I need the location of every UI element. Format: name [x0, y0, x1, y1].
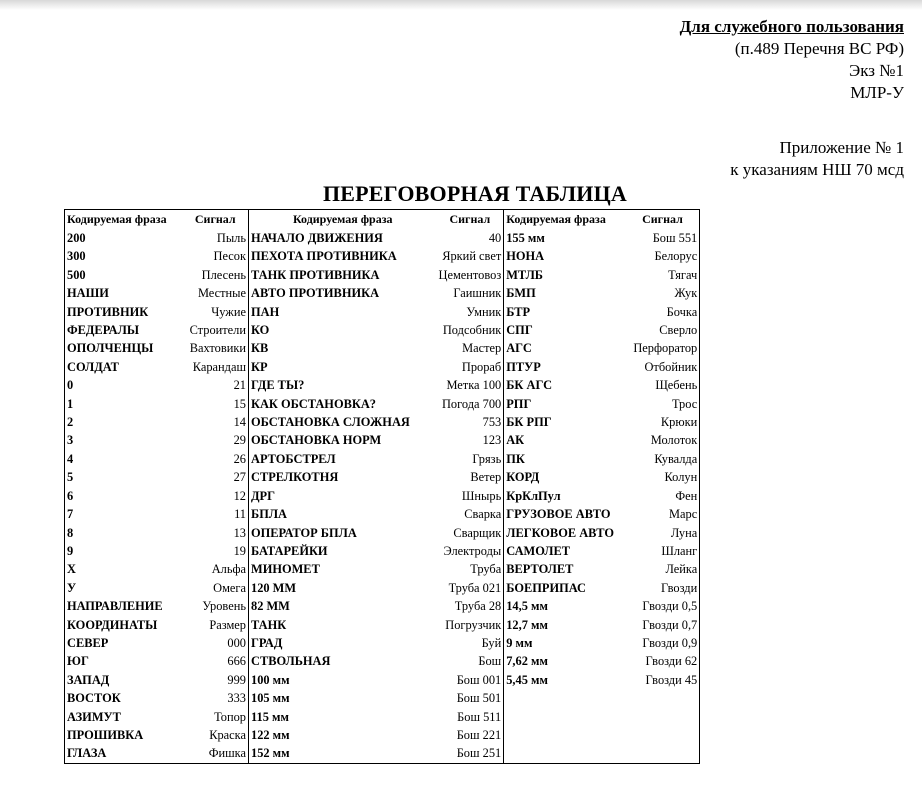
signal-cell: Белорус	[654, 249, 698, 264]
coded-phrase-cell: МТЛБ	[504, 266, 626, 284]
coded-phrase-cell: Х	[67, 562, 76, 577]
coded-phrase-cell: 152 мм	[249, 744, 437, 763]
signal-cell: Размер	[209, 617, 246, 632]
coded-phrase-cell: КВ	[249, 339, 437, 357]
signal-cell: Труба 021	[448, 580, 502, 595]
coded-phrase-cell: СТВОЛЬНАЯ	[249, 652, 437, 670]
signal-cell: Краска	[209, 727, 246, 742]
coded-phrase-cell	[504, 708, 626, 726]
table-row	[65, 431, 700, 449]
signal-cell: Местные	[197, 286, 246, 301]
signal-cell: 11	[234, 507, 246, 522]
signal-cell: Строители	[189, 323, 246, 338]
signal-cell: Уровень	[202, 599, 246, 614]
signal-cell: Яркий свет	[442, 249, 502, 264]
signal-cell: 19	[233, 543, 246, 558]
table-row	[65, 358, 700, 376]
signal-cell: Тягач	[668, 267, 698, 282]
signal-cell: Песок	[213, 249, 246, 264]
coded-phrase-cell: 12,7 мм	[504, 616, 626, 634]
signal-cell: 29	[233, 433, 246, 448]
signal-cell	[626, 744, 700, 763]
signal-cell: Пыль	[216, 231, 246, 245]
coded-phrase-cell: 7	[67, 507, 74, 522]
classification-basis: (п.489 Перечня ВС РФ)	[734, 39, 904, 58]
table-header-row	[65, 210, 700, 230]
signal-cell: Колун	[664, 470, 698, 485]
coded-phrase-cell: 4	[67, 451, 74, 466]
coded-phrase-cell: ГРУЗОВОЕ АВТО	[504, 505, 626, 523]
signal-cell: Лейка	[665, 562, 698, 577]
coded-phrase-cell: 2	[67, 415, 74, 430]
signal-cell: Марс	[669, 507, 698, 522]
signal-cell: Труба 28	[454, 599, 502, 614]
signal-cell: Топор	[214, 709, 246, 724]
column-header-phrase: Кодируемая фраза	[249, 210, 437, 230]
table-row	[65, 413, 700, 431]
signal-cell: Вахтовики	[189, 341, 246, 356]
signal-cell: Гвозди 0,9	[642, 635, 698, 650]
column-header-signal: Сигнал	[449, 212, 491, 226]
page-title: ПЕРЕГОВОРНАЯ ТАБЛИЦА	[322, 181, 628, 206]
signal-cell: Бочка	[666, 304, 698, 319]
signal-cell: Гаишник	[453, 286, 502, 301]
coded-phrase-cell	[504, 689, 626, 707]
coded-phrase-cell: 200	[67, 231, 86, 245]
coded-phrase-cell: 300	[67, 249, 86, 264]
coded-phrase-cell: НАШИ	[67, 286, 109, 301]
signal-cell: Бош 221	[456, 727, 502, 742]
table-row	[65, 579, 700, 597]
signal-cell: Бош 511	[457, 709, 502, 724]
column-header-signal: Сигнал	[642, 212, 683, 226]
signal-cell: Труба	[470, 562, 502, 577]
coded-phrase-cell: БТР	[504, 303, 626, 321]
table-row	[65, 284, 700, 302]
table-row	[65, 542, 700, 560]
coded-phrase-cell: 8	[67, 525, 74, 540]
table-row	[65, 744, 700, 763]
table-row	[65, 616, 700, 634]
signal-cell: 333	[227, 691, 246, 706]
coded-phrase-cell: ПАН	[249, 303, 437, 321]
signal-cell: Бош 551	[652, 231, 698, 245]
document-code: МЛР-У	[850, 83, 904, 102]
coded-phrase-cell: ВЕРТОЛЕТ	[504, 560, 626, 578]
signal-cell: Щебень	[655, 378, 698, 393]
signal-cell: 753	[482, 415, 502, 430]
coded-phrase-cell: АРТОБСТРЕЛ	[249, 450, 437, 468]
signal-cell: 40	[488, 231, 502, 245]
signal-cell: 12	[233, 488, 246, 503]
coded-phrase-cell: ГЛАЗА	[67, 746, 107, 761]
signal-cell: 15	[233, 396, 246, 411]
coded-phrase-cell: БМП	[504, 284, 626, 302]
signal-cell: Крюки	[660, 415, 698, 430]
table-row	[65, 689, 700, 707]
signal-cell: Луна	[670, 525, 698, 540]
table-row	[65, 560, 700, 578]
coded-phrase-cell: ЛЕГКОВОЕ АВТО	[504, 524, 626, 542]
signal-cell: Бош 251	[456, 746, 502, 761]
signal-cell: 13	[233, 525, 246, 540]
signal-cell: Чужие	[211, 304, 246, 319]
signal-cell	[626, 689, 700, 707]
signal-cell: 14	[233, 415, 246, 430]
signal-cell: Жук	[674, 286, 698, 301]
coded-phrase-cell: НОНА	[504, 247, 626, 265]
signal-cell: 21	[233, 378, 246, 393]
coded-phrase-cell: У	[67, 580, 77, 595]
coded-phrase-cell: АГС	[504, 339, 626, 357]
column-header-phrase: Кодируемая фраза	[504, 210, 626, 230]
coded-phrase-cell: ЗАПАД	[67, 672, 110, 687]
coded-phrase-cell: ПТУР	[504, 358, 626, 376]
table-body	[65, 229, 700, 763]
signal-cell: Кувалда	[654, 451, 698, 466]
signal-cell: Бош	[478, 654, 502, 669]
signal-cell: Фен	[675, 488, 698, 503]
coded-phrase-cell: ПРОТИВНИК	[67, 304, 149, 319]
coded-phrase-cell: ТАНК ПРОТИВНИКА	[249, 266, 437, 284]
coded-phrase-cell: АВТО ПРОТИВНИКА	[249, 284, 437, 302]
signal-cell: Буй	[481, 635, 502, 650]
signal-cell: Прораб	[461, 359, 502, 374]
coded-phrase-cell: РПГ	[504, 395, 626, 413]
page-top-shadow	[0, 0, 922, 10]
coded-phrase-cell: ДРГ	[249, 487, 437, 505]
column-header-phrase: Кодируемая фраза	[67, 212, 167, 226]
coded-phrase-cell: 0	[67, 378, 74, 393]
coded-phrase-cell: СЕВЕР	[67, 635, 109, 650]
signal-cell: Трос	[671, 396, 698, 411]
signal-cell: 27	[233, 470, 246, 485]
signal-cell: Бош 001	[456, 672, 502, 687]
signal-cell: Карандаш	[192, 359, 246, 374]
coded-phrase-cell: НАПРАВЛЕНИЕ	[67, 599, 163, 614]
table-row	[65, 247, 700, 265]
coded-phrase-cell: 3	[67, 433, 74, 448]
coded-phrase-cell: 120 ММ	[249, 579, 437, 597]
signal-cell: Фишка	[208, 746, 246, 761]
coded-phrase-cell: 115 мм	[249, 708, 437, 726]
signal-cell: 123	[482, 433, 502, 448]
appendix-note	[730, 137, 904, 181]
coded-phrase-cell: КрКлПул	[504, 487, 626, 505]
signal-cell: Умник	[466, 304, 502, 319]
signal-cell: Сварка	[464, 507, 502, 522]
table-row	[65, 395, 700, 413]
table-row	[65, 229, 700, 247]
coded-phrase-cell: 7,62 мм	[504, 652, 626, 670]
coded-phrase-cell	[504, 744, 626, 763]
coded-phrase-cell: 122 мм	[249, 726, 437, 744]
signal-cell: Сверло	[659, 323, 698, 338]
signal-cell: Гвозди 62	[645, 654, 698, 669]
signal-cell	[626, 708, 700, 726]
coded-phrase-cell: БОЕПРИПАС	[504, 579, 626, 597]
signal-cell: Молоток	[650, 433, 698, 448]
coded-phrase-cell: 100 мм	[249, 671, 437, 689]
table-row	[65, 524, 700, 542]
coded-phrase-cell: 1	[67, 396, 74, 411]
coded-phrase-cell: СПГ	[504, 321, 626, 339]
coded-phrase-cell: КАК ОБСТАНОВКА?	[249, 395, 437, 413]
signal-cell: Альфа	[211, 562, 246, 577]
signal-cell: Ветер	[470, 470, 502, 485]
coded-phrase-cell: 105 мм	[249, 689, 437, 707]
coded-phrase-cell: БАТАРЕЙКИ	[249, 542, 437, 560]
coded-phrase-cell: САМОЛЕТ	[504, 542, 626, 560]
signal-cell: 26	[233, 451, 246, 466]
signal-cell: Мастер	[462, 341, 502, 356]
table-row	[65, 634, 700, 652]
coded-phrase-cell: ПЕХОТА ПРОТИВНИКА	[249, 247, 437, 265]
coded-phrase-cell: ПРОШИВКА	[67, 727, 144, 742]
signal-cell: Омега	[213, 580, 246, 595]
coded-phrase-cell: 155 мм	[504, 229, 626, 247]
signal-cell	[626, 726, 700, 744]
coded-phrase-cell: ГДЕ ТЫ?	[249, 376, 437, 394]
coded-phrase-cell: 14,5 мм	[504, 597, 626, 615]
signal-cell: Шланг	[661, 543, 698, 558]
coded-phrase-cell: КООРДИНАТЫ	[67, 617, 158, 632]
coded-phrase-cell: 6	[67, 488, 74, 503]
coded-phrase-cell: 5	[67, 470, 74, 485]
coded-phrase-cell: КО	[249, 321, 437, 339]
table-row	[65, 597, 700, 615]
table-row	[65, 376, 700, 394]
signal-cell: 000	[227, 635, 246, 650]
table-row	[65, 450, 700, 468]
coded-phrase-cell: КОРД	[504, 468, 626, 486]
table-row	[65, 468, 700, 486]
signal-cell: Гвозди 45	[645, 672, 698, 687]
table-row	[65, 652, 700, 670]
coded-phrase-cell: 500	[67, 267, 86, 282]
coded-phrase-cell: ГРАД	[249, 634, 437, 652]
table-row	[65, 321, 700, 339]
table-row	[65, 303, 700, 321]
signal-cell: Сварщик	[453, 525, 502, 540]
coded-phrase-cell: ОБСТАНОВКА НОРМ	[249, 431, 437, 449]
signal-cell: Электроды	[443, 543, 502, 558]
signal-cell: Цементовоз	[438, 267, 502, 282]
signal-cell: Грязь	[472, 451, 502, 466]
signal-cell: Гвозди	[660, 580, 698, 595]
coded-phrase-cell: МИНОМЕТ	[249, 560, 437, 578]
signal-cell: Шнырь	[461, 488, 502, 503]
coded-phrase-cell: ПК	[504, 450, 626, 468]
table-row	[65, 726, 700, 744]
coded-phrase-cell: ОБСТАНОВКА СЛОЖНАЯ	[249, 413, 437, 431]
signal-cell: Подсобник	[442, 323, 502, 338]
coded-phrase-cell: ЮГ	[67, 654, 89, 669]
appendix-reference: к указаниям НШ 70 мсд	[730, 160, 904, 179]
signal-cell: 666	[227, 654, 246, 669]
table-row	[65, 708, 700, 726]
coded-phrase-cell: ТАНК	[249, 616, 437, 634]
coded-phrase-cell: КР	[249, 358, 437, 376]
signal-cell: Перфоратор	[633, 341, 698, 356]
classification-mark: Для служебного пользования	[679, 17, 904, 36]
coded-phrase-cell: БК РПГ	[504, 413, 626, 431]
coded-phrase-cell: ВОСТОК	[67, 691, 121, 706]
coded-phrase-cell: АЗИМУТ	[67, 709, 121, 724]
coded-phrase-cell: НАЧАЛО ДВИЖЕНИЯ	[249, 229, 437, 247]
coded-phrase-cell: 5,45 мм	[504, 671, 626, 689]
signal-cell: Отбойник	[644, 359, 698, 374]
coded-phrase-cell: БК АГС	[504, 376, 626, 394]
copy-number: Экз №1	[849, 61, 904, 80]
coded-phrase-cell: 9	[67, 543, 74, 558]
signal-cell: Погрузчик	[445, 617, 502, 632]
coded-phrase-cell: БПЛА	[249, 505, 437, 523]
column-header-signal: Сигнал	[194, 212, 236, 226]
coded-phrase-cell	[504, 726, 626, 744]
signal-cell: Метка 100	[446, 378, 502, 393]
coded-phrase-cell: ОПОЛЧЕНЦЫ	[67, 341, 154, 356]
appendix-number: Приложение № 1	[779, 138, 904, 157]
document-header	[680, 16, 904, 104]
table-row	[65, 487, 700, 505]
coded-phrase-cell: СОЛДАТ	[67, 359, 119, 374]
signal-cell: Погода 700	[441, 396, 502, 411]
coded-phrase-cell: СТРЕЛКОТНЯ	[249, 468, 437, 486]
table-row	[65, 339, 700, 357]
signal-cell: 999	[227, 672, 246, 687]
signal-cell: Гвозди 0,5	[642, 599, 698, 614]
codeword-table	[64, 209, 700, 764]
coded-phrase-cell: 9 мм	[504, 634, 626, 652]
table-row	[65, 266, 700, 284]
table-row	[65, 505, 700, 523]
signal-cell: Гвозди 0,7	[642, 617, 698, 632]
signal-cell: Бош 501	[456, 691, 502, 706]
table-row	[65, 671, 700, 689]
coded-phrase-cell: ОПЕРАТОР БПЛА	[249, 524, 437, 542]
coded-phrase-cell: 82 ММ	[249, 597, 437, 615]
coded-phrase-cell: АК	[504, 431, 626, 449]
coded-phrase-cell: ФЕДЕРАЛЫ	[67, 323, 140, 338]
signal-cell: Плесень	[201, 267, 246, 282]
